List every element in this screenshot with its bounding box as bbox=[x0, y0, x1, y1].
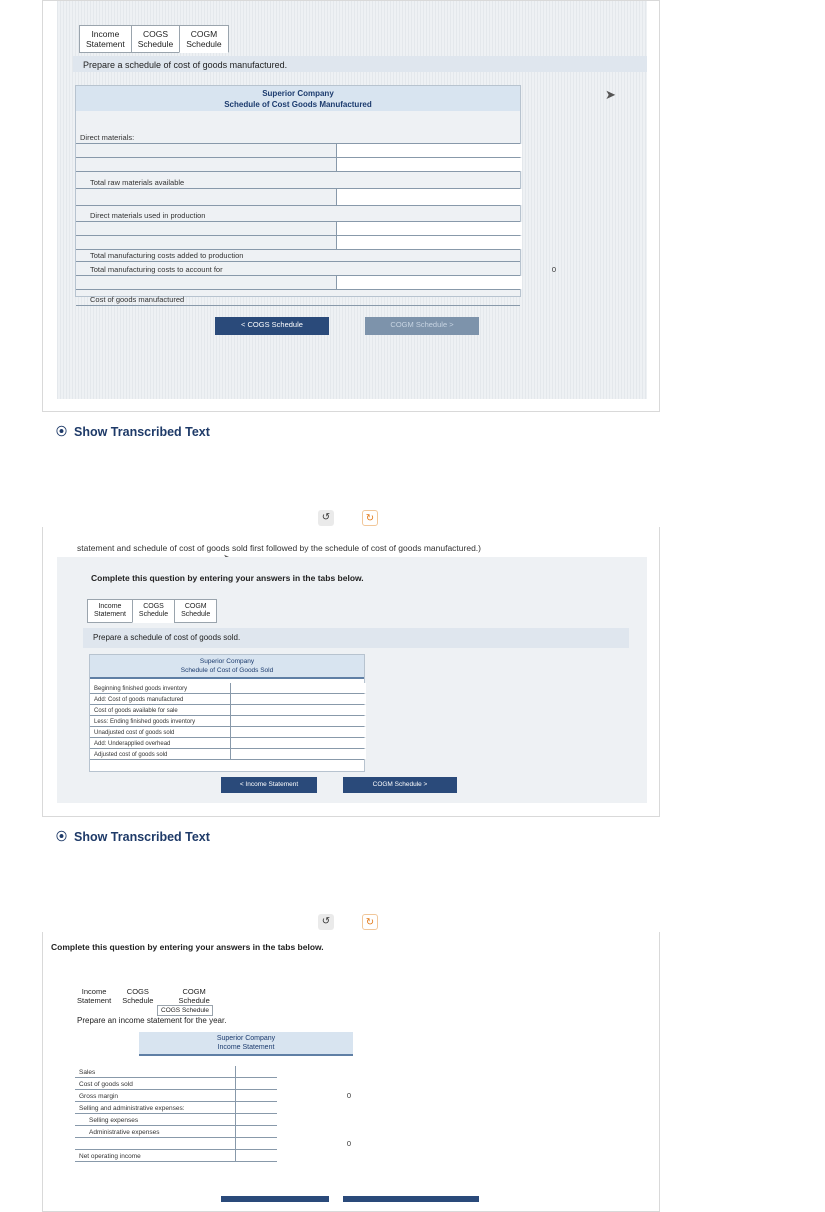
row-label: Less: Ending finished goods inventory bbox=[94, 719, 196, 725]
table-row[interactable] bbox=[76, 222, 520, 236]
schedule-title: Schedule of Cost Goods Manufactured bbox=[224, 100, 372, 109]
eye-icon: ⦿ bbox=[56, 831, 67, 843]
cursor-icon: ➤ bbox=[605, 87, 616, 102]
panel-income-statement bbox=[42, 932, 660, 1212]
cogs-schedule-table bbox=[89, 654, 365, 772]
table-row[interactable] bbox=[90, 683, 364, 694]
table-row[interactable] bbox=[90, 749, 364, 760]
table-row[interactable] bbox=[76, 276, 520, 290]
row-label: Direct materials: bbox=[80, 133, 135, 142]
row-label: Net operating income bbox=[79, 1153, 141, 1160]
eye-icon: ⦿ bbox=[56, 426, 67, 438]
instruction-text: Complete this question by entering your answers in the tabs below. bbox=[91, 573, 364, 583]
row-label: Total raw materials available bbox=[90, 178, 185, 187]
table-row[interactable] bbox=[76, 144, 520, 158]
value-input[interactable] bbox=[230, 683, 366, 693]
table-row[interactable] bbox=[90, 694, 364, 705]
instruction-top: statement and schedule of cost of goods sold first followed by the schedule of cost of goods manufactured.) bbox=[77, 543, 481, 553]
row-label: Sales bbox=[79, 1069, 96, 1076]
row-label: Direct materials used in production bbox=[90, 211, 206, 220]
redo-icon[interactable]: ↻ bbox=[362, 510, 378, 526]
row-label: Beginning finished goods inventory bbox=[94, 686, 188, 692]
redo-icon[interactable]: ↻ bbox=[362, 914, 378, 930]
tab-bar bbox=[79, 25, 228, 53]
company-name: Superior Company bbox=[262, 89, 334, 98]
row-label: Add: Cost of goods manufactured bbox=[94, 697, 184, 703]
table-row[interactable] bbox=[75, 1114, 277, 1126]
table-row[interactable] bbox=[75, 1090, 351, 1102]
table-row[interactable] bbox=[75, 1102, 277, 1114]
tab-bar bbox=[87, 599, 216, 623]
row-direct-materials bbox=[76, 127, 520, 144]
tab-cogm-schedule[interactable]: COGM Schedule bbox=[172, 984, 215, 1008]
value-input[interactable] bbox=[235, 1102, 355, 1113]
row-label: Adjusted cost of goods sold bbox=[94, 752, 168, 758]
value-input[interactable] bbox=[235, 1114, 355, 1125]
row-label: Total manufacturing costs added to production bbox=[90, 251, 244, 260]
value-input[interactable] bbox=[235, 1126, 355, 1137]
table-row[interactable] bbox=[90, 738, 364, 749]
tab-cogs-schedule[interactable]: COGS Schedule bbox=[131, 25, 180, 53]
row-total-raw bbox=[76, 172, 520, 189]
tooltip: COGS Schedule bbox=[157, 1005, 213, 1016]
cogm-schedule-grid bbox=[75, 111, 556, 304]
row-label: Unadjusted cost of goods sold bbox=[94, 730, 175, 736]
tab-income-statement[interactable]: Income Statement bbox=[87, 599, 133, 623]
panel-cogm bbox=[42, 0, 660, 412]
next-cogm-schedule-button[interactable]: COGM Schedule > bbox=[343, 777, 457, 793]
row-label: Add: Underapplied overhead bbox=[94, 741, 171, 747]
table-row[interactable] bbox=[76, 236, 520, 250]
prompt-text: Prepare a schedule of cost of goods sold. bbox=[93, 633, 241, 642]
company-name: Superior Company bbox=[199, 658, 255, 665]
total-value: 0 bbox=[551, 265, 556, 274]
row-label: Administrative expenses bbox=[89, 1129, 160, 1136]
value-input[interactable] bbox=[235, 1138, 355, 1149]
value-input[interactable] bbox=[235, 1090, 355, 1101]
table-row[interactable] bbox=[76, 189, 520, 206]
value-input[interactable] bbox=[230, 727, 366, 737]
show-transcribed-text-link-2[interactable] bbox=[56, 830, 210, 844]
link-label: Show Transcribed Text bbox=[74, 425, 210, 439]
schedule-header bbox=[90, 655, 364, 679]
tab-cogs-schedule[interactable]: COGS Schedule bbox=[116, 984, 159, 1008]
row-label: Cost of goods available for sale bbox=[94, 708, 178, 714]
prompt-bar bbox=[73, 56, 647, 72]
row-label: Gross margin bbox=[79, 1093, 119, 1100]
table-row[interactable] bbox=[75, 1066, 277, 1078]
tab-cogm-schedule[interactable]: COGM Schedule bbox=[179, 25, 228, 53]
schedule-title: Income Statement bbox=[217, 1044, 275, 1051]
tab-cogm-schedule[interactable]: COGM Schedule bbox=[174, 599, 217, 623]
table-row[interactable] bbox=[75, 1138, 351, 1150]
tab-cogs-schedule[interactable]: COGS Schedule bbox=[132, 599, 175, 623]
table-row[interactable] bbox=[90, 716, 364, 727]
income-statement-table bbox=[75, 1032, 353, 1212]
value-input[interactable] bbox=[235, 1150, 355, 1161]
value-input[interactable] bbox=[230, 716, 366, 726]
row-cogm bbox=[76, 290, 520, 306]
panel-cogs bbox=[42, 527, 660, 817]
prev-income-statement-button[interactable]: < Income Statement bbox=[221, 777, 317, 793]
company-name: Superior Company bbox=[216, 1035, 276, 1042]
value-input[interactable] bbox=[230, 694, 366, 704]
value-input[interactable] bbox=[230, 749, 366, 759]
row-label: Cost of goods sold bbox=[79, 1081, 133, 1088]
next-cogm-schedule-button[interactable]: COGM Schedule > bbox=[365, 317, 479, 335]
row-label: Cost of goods manufactured bbox=[90, 295, 185, 304]
schedule-header bbox=[76, 86, 520, 114]
table-row[interactable] bbox=[75, 1150, 277, 1162]
bottom-button[interactable] bbox=[343, 1196, 479, 1202]
tab-income-statement[interactable]: Income Statement bbox=[71, 984, 117, 1008]
value-input[interactable] bbox=[235, 1066, 355, 1077]
schedule-title: Schedule of Cost of Goods Sold bbox=[180, 667, 274, 674]
link-label: Show Transcribed Text bbox=[74, 830, 210, 844]
prompt-text: Prepare an income statement for the year. bbox=[77, 1016, 227, 1025]
table-row[interactable] bbox=[90, 727, 364, 738]
row-label: Total manufacturing costs to account for bbox=[90, 265, 223, 274]
prompt-text: Prepare a schedule of cost of goods manufactured. bbox=[83, 60, 288, 70]
row-total-account bbox=[76, 262, 556, 276]
table-row[interactable] bbox=[75, 1126, 277, 1138]
row-dm-used bbox=[76, 206, 520, 222]
bottom-button[interactable] bbox=[221, 1196, 329, 1202]
undo-icon[interactable]: ↺ bbox=[318, 914, 334, 930]
row-label: Selling expenses bbox=[89, 1117, 139, 1124]
row-label: Selling and administrative expenses: bbox=[79, 1105, 185, 1112]
prev-cogs-schedule-button[interactable]: < COGS Schedule bbox=[215, 317, 329, 335]
row-value: 0 bbox=[346, 1139, 351, 1148]
tab-income-statement[interactable]: Income Statement bbox=[79, 25, 132, 53]
row-value: 0 bbox=[346, 1091, 351, 1100]
table-row[interactable] bbox=[90, 705, 364, 716]
table-row[interactable] bbox=[75, 1078, 277, 1090]
value-input[interactable] bbox=[230, 705, 366, 715]
prompt-bar bbox=[83, 628, 629, 648]
value-input[interactable] bbox=[235, 1078, 355, 1089]
instruction-text: Complete this question by entering your answers in the tabs below. bbox=[51, 942, 324, 952]
show-transcribed-text-link-1[interactable] bbox=[56, 425, 210, 439]
value-input[interactable] bbox=[230, 738, 366, 748]
row-total-added bbox=[76, 250, 520, 262]
schedule-header bbox=[139, 1032, 353, 1056]
table-row[interactable] bbox=[76, 158, 520, 172]
undo-icon[interactable]: ↺ bbox=[318, 510, 334, 526]
